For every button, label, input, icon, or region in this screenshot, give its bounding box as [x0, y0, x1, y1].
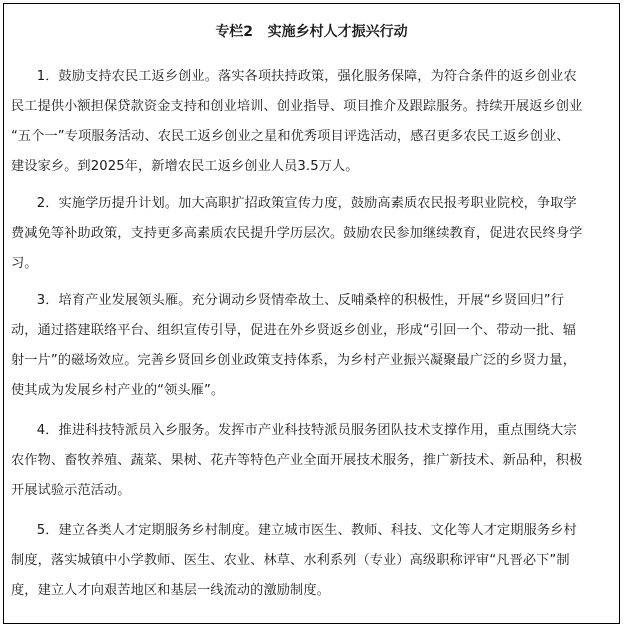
paragraph-line: 5．建立各类人才定期服务乡村制度。建立城市医生、教师、科技、文化等人才定期服务乡村 — [11, 523, 577, 538]
paragraph-line: 使其成为发展乡村产业的“领头雁”。 — [11, 383, 225, 398]
paragraph-line: 1．鼓励支持农民工返乡创业。落实各项扶持政策，强化服务保障，为符合条件的返乡创业农 — [11, 69, 577, 84]
paragraph-line: 开展试验示范活动。 — [11, 483, 131, 498]
paragraph-line: 习。 — [11, 256, 38, 271]
paragraph-1 — [11, 62, 614, 182]
paragraph-5 — [11, 516, 614, 606]
paragraph-line: 农作物、畜牧养殖、蔬菜、果树、花卉等特色产业全面开展技术服务，推广新技术、新品种，积极 — [11, 453, 583, 468]
paragraph-line: 费减免等补助政策，支持更多高素质农民提升学历层次。鼓励农民参加继续教育，促进农民终身学 — [11, 226, 583, 241]
paragraph-line: 4．推进科技特派员入乡服务。发挥市产业科技特派员服务团队技术支撑作用，重点围绕大宗 — [11, 423, 577, 438]
column-box — [3, 3, 620, 624]
paragraph-line: 民工提供小额担保贷款资金支持和创业培训、创业指导、项目推介及跟踪服务。持续开展返乡创业 — [11, 99, 583, 114]
paragraph-line: 动，通过搭建联络平台、组织宣传引导，促进在外乡贤返乡创业，形成“引回一个、带动一批、辐 — [11, 323, 577, 338]
paragraph-4 — [11, 416, 614, 506]
column-title: 专栏2 实施乡村人才振兴行动 — [215, 24, 408, 40]
paragraph-2 — [11, 189, 614, 279]
paragraph-3 — [11, 286, 614, 406]
paragraph-line: 建设家乡。到2025年，新增农民工返乡创业人员3.5万人。 — [11, 159, 359, 174]
paragraph-line: 3．培育产业发展领头雁。充分调动乡贤情牵故土、反哺桑梓的积极性，开展“乡贤回归”行 — [11, 293, 565, 308]
paragraph-line: “五个一”专项服务活动、农民工返乡创业之星和优秀项目评选活动，感召更多农民工返乡创业、 — [11, 129, 570, 144]
paragraph-line: 2．实施学历提升计划。加大高职扩招政策宣传力度，鼓励高素质农民报考职业院校，争取学 — [11, 196, 577, 211]
paragraph-line: 度，建立人才向艰苦地区和基层一线流动的激励制度。 — [11, 583, 330, 598]
paragraph-line: 制度，落实城镇中小学教师、医生、农业、林草、水利系列（专业）高级职称评审“凡晋必下”制 — [11, 553, 570, 568]
paragraph-line: 射一片”的磁场效应。完善乡贤回乡创业政策支持体系，为乡村产业振兴凝聚最广泛的乡贤力量， — [11, 353, 577, 368]
